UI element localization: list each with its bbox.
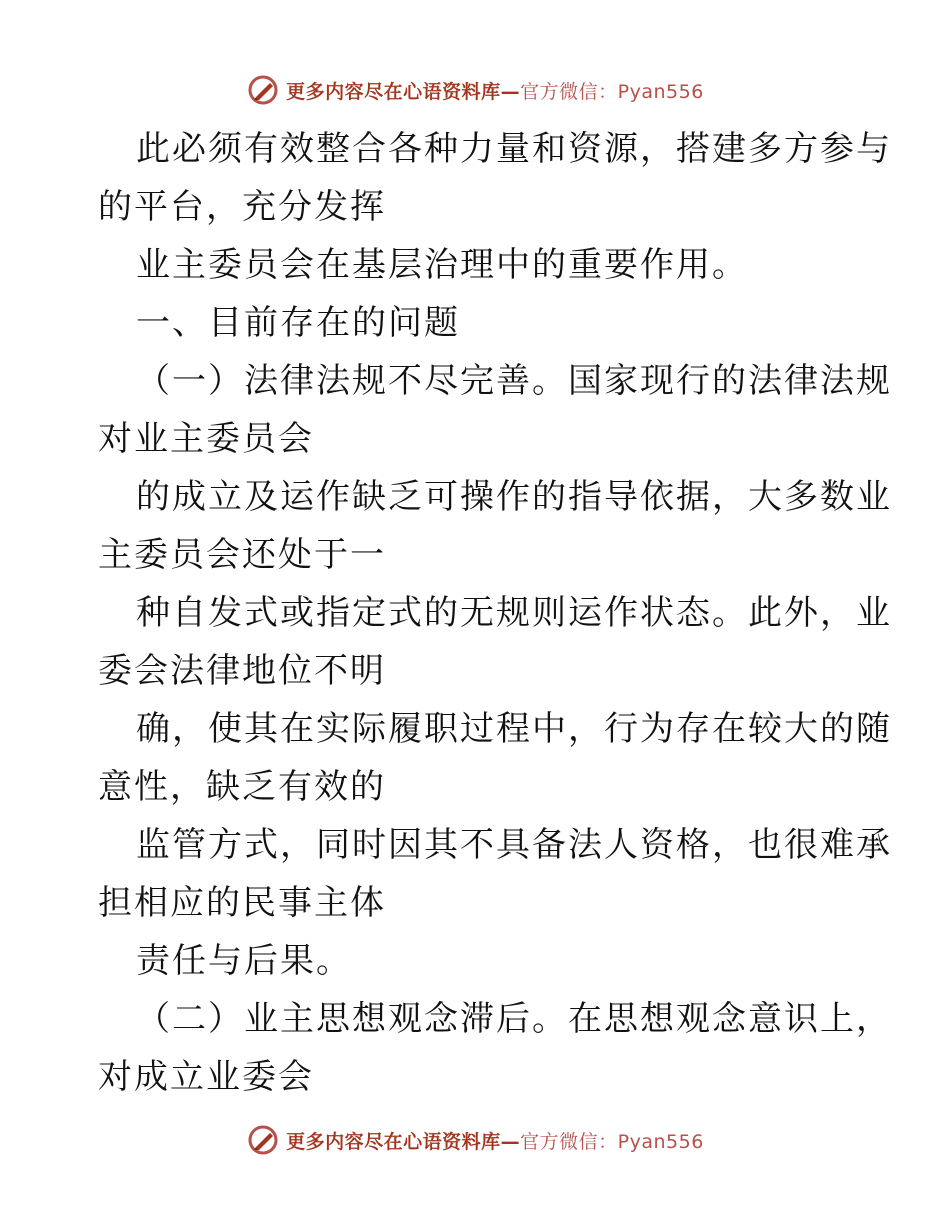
text-line: 意性，缺乏有效的	[98, 767, 386, 807]
watermark-text: 更多内容尽在心语资料库—官方微信：Pyan556	[286, 80, 704, 103]
text-line: 对成立业委会	[98, 1057, 314, 1097]
text-line: 责任与后果。	[136, 941, 352, 981]
text-line: （二）业主思想观念滞后。在思想观念意识上，	[136, 999, 892, 1039]
text-line: 对业主委员会	[98, 419, 314, 459]
document-body	[98, 120, 892, 1106]
text-line: 确，使其在实际履职过程中，行为存在较大的随	[136, 709, 892, 749]
pen-logo-icon	[246, 1123, 280, 1157]
section-heading: 一、目前存在的问题	[136, 303, 460, 343]
text-line: 种自发式或指定式的无规则运作状态。此外，业	[136, 593, 892, 633]
text-line: 此必须有效整合各种力量和资源，搭建多方参与	[136, 129, 892, 169]
footer-watermark	[0, 1120, 950, 1160]
text-line: 的平台，充分发挥	[98, 187, 386, 227]
text-line: 的成立及运作缺乏可操作的指导依据，大多数业	[136, 477, 892, 517]
header-watermark	[0, 70, 950, 110]
watermark-text: 更多内容尽在心语资料库—官方微信：Pyan556	[286, 1130, 704, 1153]
pen-logo-icon	[246, 73, 280, 107]
text-line: 业主委员会在基层治理中的重要作用。	[136, 245, 748, 285]
text-line: 担相应的民事主体	[98, 883, 386, 923]
text-line: 监管方式，同时因其不具备法人资格，也很难承	[136, 825, 892, 865]
text-line: 委会法律地位不明	[98, 651, 386, 691]
text-line: 主委员会还处于一	[98, 535, 386, 575]
text-line: （一）法律法规不尽完善。国家现行的法律法规	[136, 361, 892, 401]
